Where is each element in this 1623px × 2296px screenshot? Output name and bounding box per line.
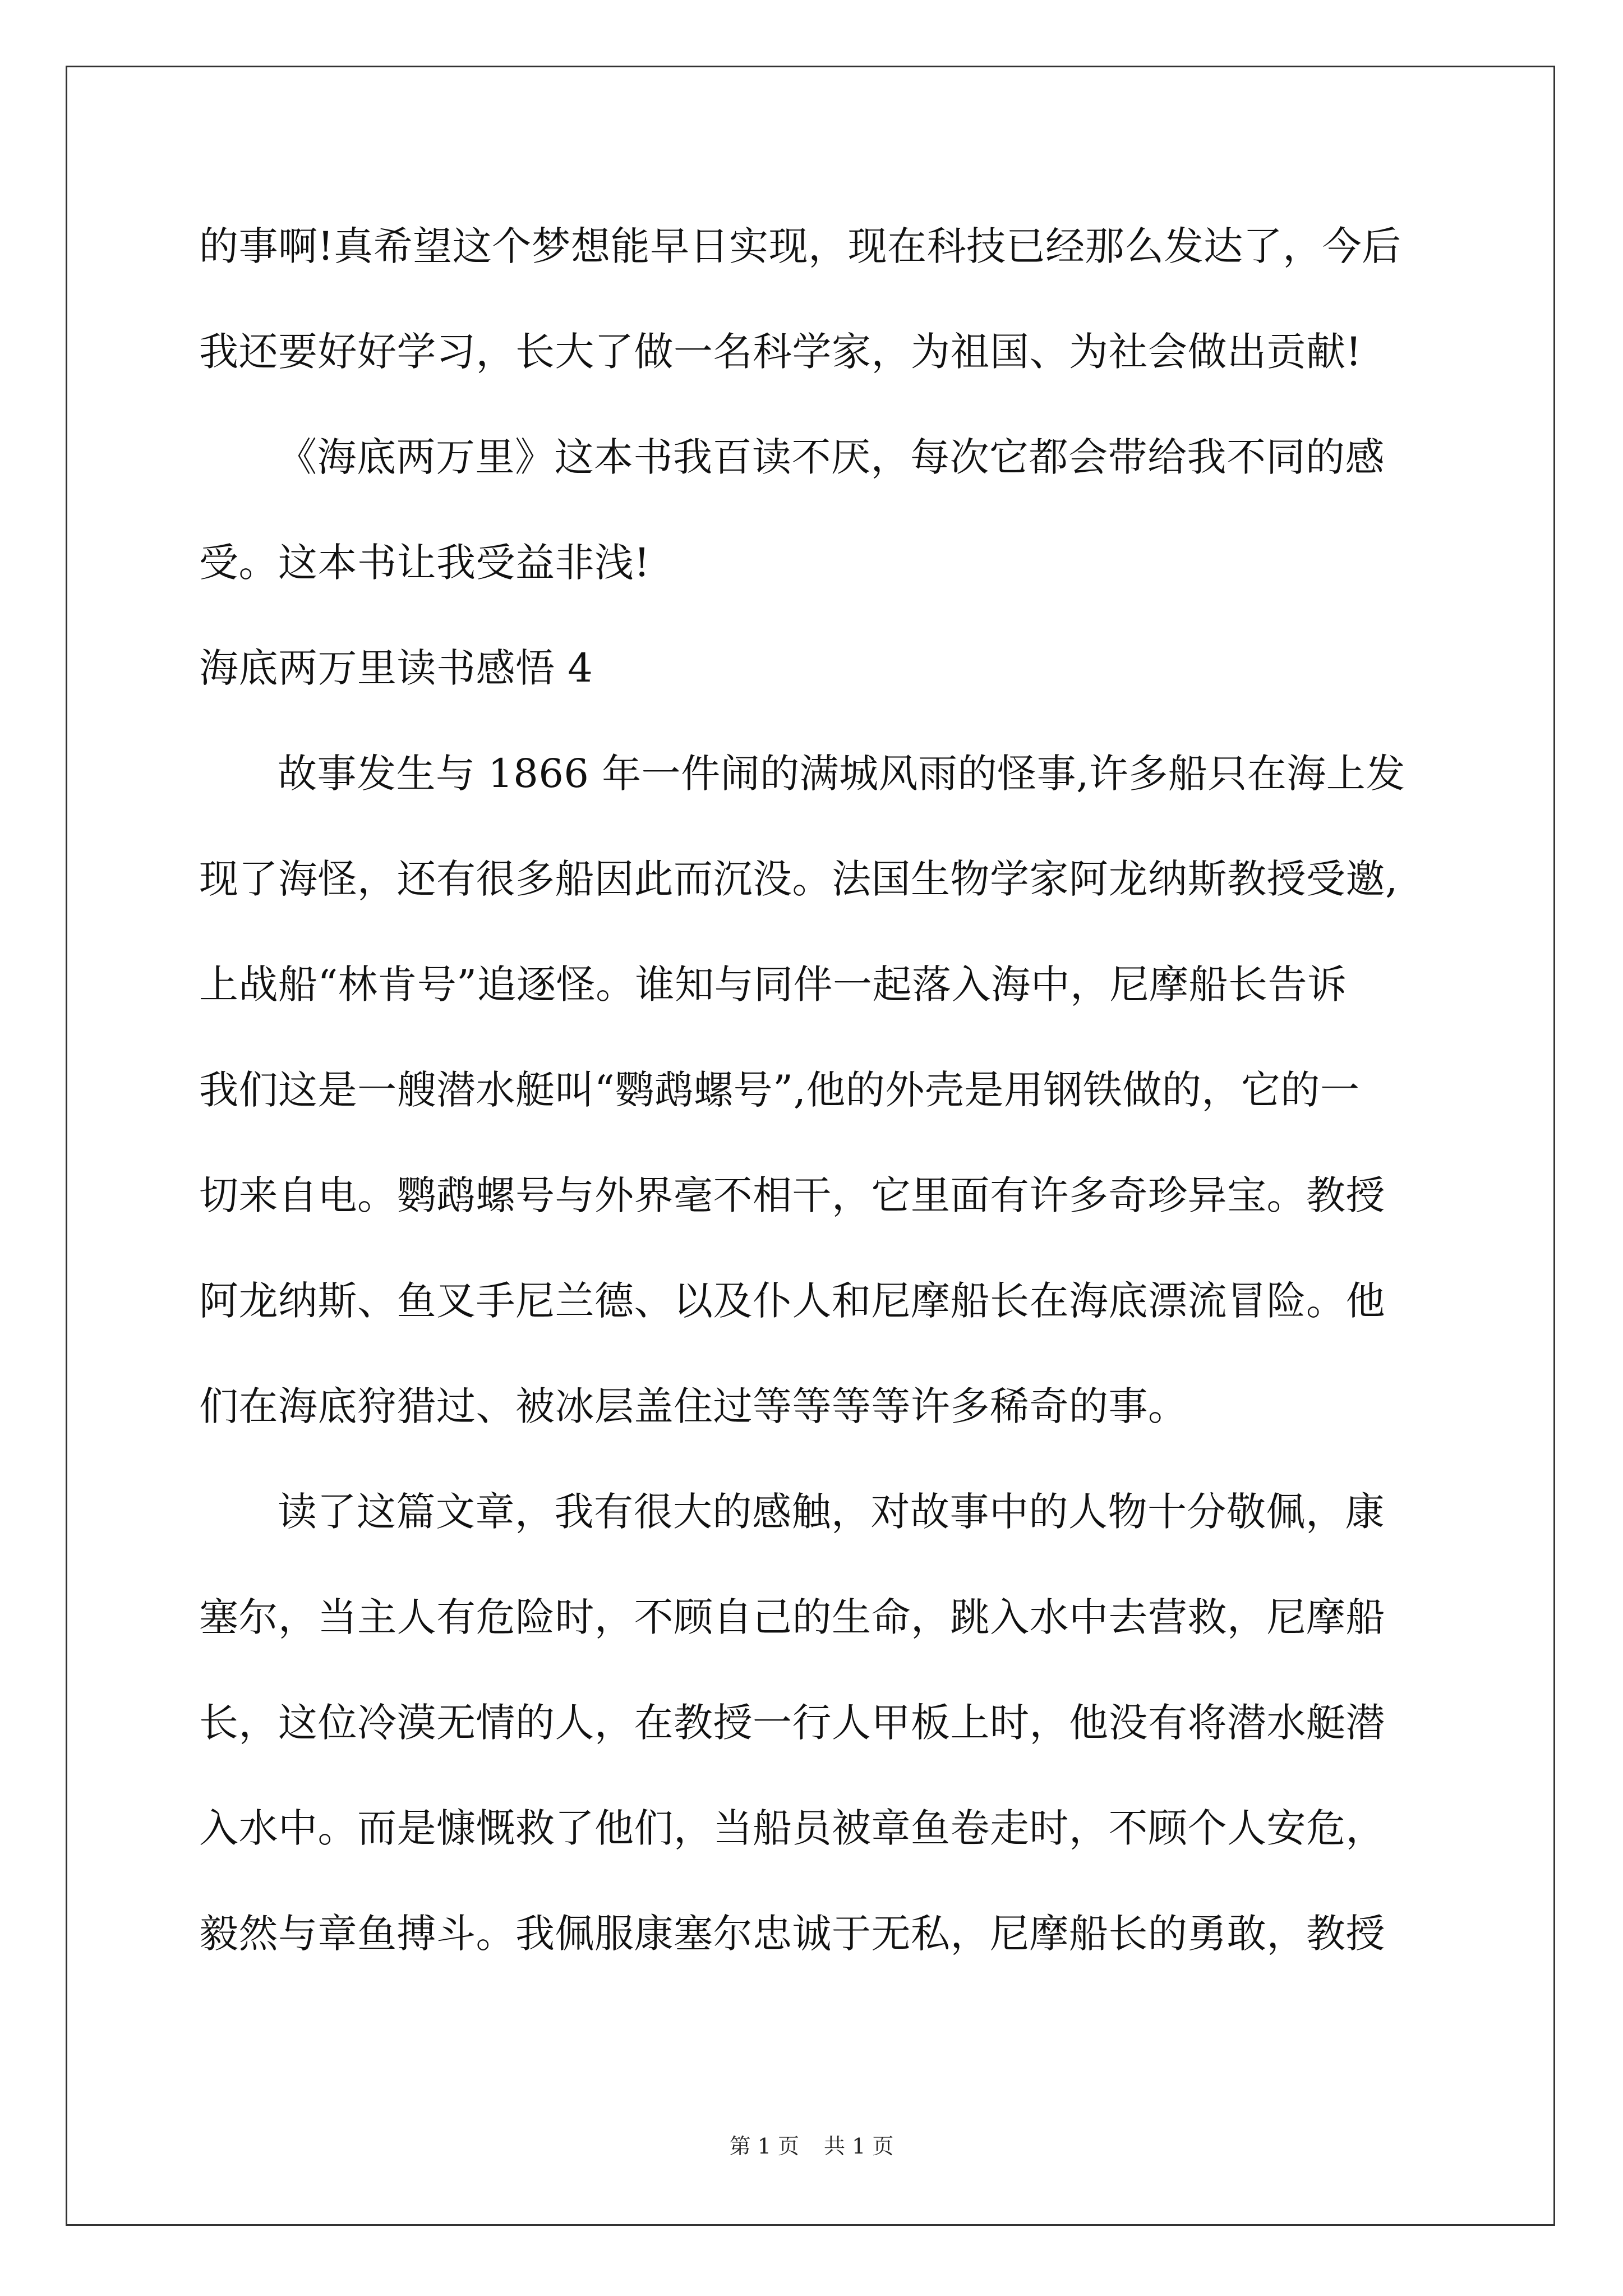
- body-line: 入水中。而是慷慨救了他们，当船员被章鱼卷走时，不顾个人安危，: [199, 1805, 1385, 1851]
- body-line: 阿龙纳斯、鱼叉手尼兰德、以及仆人和尼摩船长在海底漂流冒险。他: [199, 1278, 1385, 1324]
- body-line: 塞尔，当主人有危险时，不顾自己的生命，跳入水中去营救，尼摩船: [199, 1594, 1385, 1640]
- body-line: 我们这是一艘潜水艇叫“鹦鹉螺号”,他的外壳是用钢铁做的，它的一: [199, 1067, 1360, 1113]
- body-line: 的事啊!真希望这个梦想能早日实现，现在科技已经那么发达了，今后: [199, 223, 1401, 269]
- page-total: 共 1 页: [824, 2134, 894, 2159]
- body-line: 毅然与章鱼搏斗。我佩服康塞尔忠诚于无私，尼摩船长的勇敢，教授: [199, 1911, 1385, 1957]
- body-line: 《海底两万里》这本书我百读不厌，每次它都会带给我不同的感: [278, 434, 1385, 480]
- body-line: 切来自电。鹦鹉螺号与外界毫不相干，它里面有许多奇珍异宝。教授: [199, 1172, 1385, 1218]
- body-line: 我还要好好学习，长大了做一名科学家，为祖国、为社会做出贡献!: [199, 329, 1362, 375]
- body-line: 上战船“林肯号”追逐怪。谁知与同伴一起落入海中，尼摩船长告诉: [199, 961, 1347, 1007]
- body-line: 现了海怪，还有很多船因此而沉没。法国生物学家阿龙纳斯教授受邀,: [199, 856, 1398, 902]
- page-number: 第 1 页: [729, 2134, 799, 2159]
- body-line: 长，这位冷漠无情的人，在教授一行人甲板上时，他没有将潜水艇潜: [199, 1700, 1385, 1746]
- body-line: 读了这篇文章，我有很大的感触，对故事中的人物十分敬佩，康: [278, 1489, 1385, 1535]
- body-line: 们在海底狩猎过、被冰层盖住过等等等等许多稀奇的事。: [199, 1383, 1188, 1429]
- section-heading: 海底两万里读书感悟 4: [199, 645, 593, 691]
- page-footer: [0, 2129, 1623, 2160]
- body-line: 故事发生与 1866 年一件闹的满城风雨的怪事,许多船只在海上发: [278, 751, 1405, 797]
- body-line: 受。这本书让我受益非浅!: [199, 540, 651, 586]
- document-body: [199, 194, 1450, 1986]
